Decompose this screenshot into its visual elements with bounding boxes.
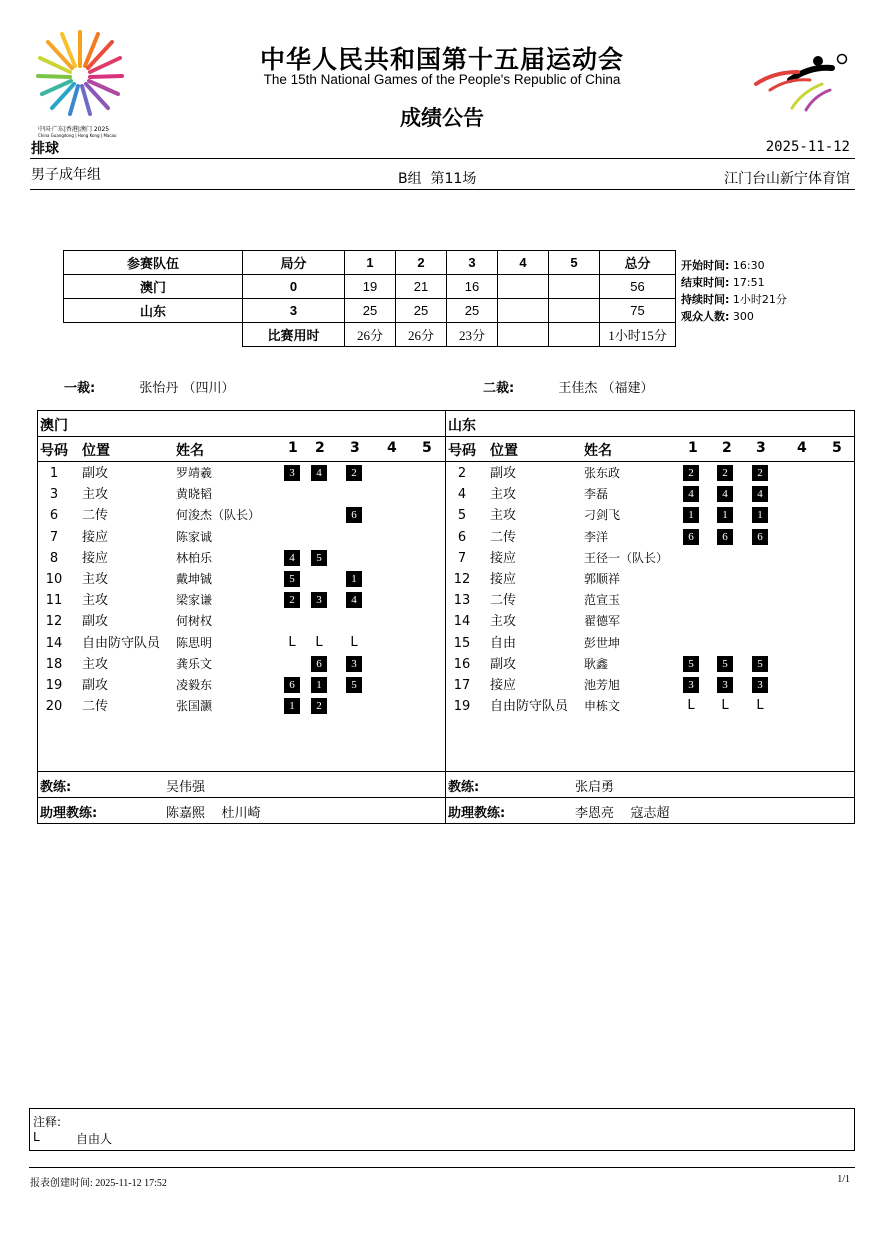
second-referee: 二裁: 王佳杰 （福建） bbox=[483, 381, 654, 396]
player-name: 王径一（队长） bbox=[584, 550, 669, 565]
col-name: 姓名 bbox=[584, 443, 612, 459]
score-header-s5: 5 bbox=[549, 251, 600, 275]
player-position: 主攻 bbox=[82, 487, 109, 503]
rotation-position-badge: 4 bbox=[346, 592, 362, 608]
col-pos: 位置 bbox=[82, 443, 110, 459]
set-lineup-position bbox=[752, 507, 768, 523]
logo-subtext: China Guangdong | Hong Kong | Macao bbox=[38, 133, 117, 138]
notes-meaning: 自由人 bbox=[76, 1132, 113, 1146]
col-s2: 2 bbox=[722, 440, 732, 456]
page-title: 中华人民共和国第十五届运动会 bbox=[259, 45, 624, 74]
player-position: 副攻 bbox=[82, 614, 109, 630]
set-lineup-position bbox=[752, 656, 768, 672]
libero-marker: L bbox=[288, 634, 296, 650]
rotation-position-badge: 4 bbox=[284, 550, 300, 566]
player-position: 接应 bbox=[490, 678, 517, 693]
player-row bbox=[0, 696, 884, 717]
player-row bbox=[0, 633, 884, 654]
score-sets: 3 bbox=[243, 299, 345, 323]
player-number: 10 bbox=[45, 572, 63, 587]
rotation-position-badge: 2 bbox=[752, 465, 768, 481]
venue-label: 江门台山新宁体育馆 bbox=[724, 171, 850, 187]
footer-divider bbox=[29, 1167, 855, 1168]
player-number: 14 bbox=[45, 635, 63, 651]
rotation-position-badge: 6 bbox=[752, 529, 768, 545]
score-set5 bbox=[549, 299, 600, 323]
roster-hline-1 bbox=[37, 436, 855, 437]
col-no: 号码 bbox=[40, 443, 68, 459]
col-pos: 位置 bbox=[490, 443, 518, 459]
col-s3: 3 bbox=[756, 440, 766, 456]
player-name: 耿鑫 bbox=[584, 656, 609, 671]
report-date: 2025-11-12 bbox=[765, 139, 850, 155]
player-name: 何树权 bbox=[176, 614, 213, 629]
player-number: 20 bbox=[45, 699, 63, 715]
set-lineup-position bbox=[683, 656, 699, 672]
player-name: 梁家谦 bbox=[176, 593, 213, 608]
player-row bbox=[0, 611, 884, 632]
report-created: 报表创建时间: 2025-11-12 17:52 bbox=[30, 1178, 167, 1189]
player-name: 张东政 bbox=[584, 466, 621, 480]
player-number: 5 bbox=[457, 508, 467, 524]
set-lineup-position bbox=[683, 677, 699, 693]
player-name: 刁剑飞 bbox=[584, 508, 621, 523]
player-position: 主攻 bbox=[82, 656, 109, 672]
set-lineup-position bbox=[752, 677, 768, 693]
player-number: 13 bbox=[453, 593, 471, 609]
set-lineup-libero bbox=[683, 698, 699, 714]
col-s5: 5 bbox=[422, 440, 432, 456]
set-lineup-position bbox=[717, 529, 733, 545]
roster-hline-3 bbox=[37, 771, 855, 772]
team-a-col-headers bbox=[0, 440, 884, 458]
rotation-position-badge: 6 bbox=[311, 656, 327, 672]
score-duration-row bbox=[64, 323, 676, 347]
set-lineup-position bbox=[717, 656, 733, 672]
col-s2: 2 bbox=[315, 440, 325, 456]
set-lineup-position bbox=[717, 507, 733, 523]
score-header-s3: 3 bbox=[447, 251, 498, 275]
libero-marker: L bbox=[315, 634, 323, 650]
set-lineup-position bbox=[717, 486, 733, 502]
rotation-position-badge: 5 bbox=[683, 656, 699, 672]
score-team: 山东 bbox=[64, 299, 243, 323]
header-divider-2 bbox=[30, 189, 855, 190]
player-position: 接应 bbox=[490, 550, 517, 566]
set-lineup-position bbox=[683, 507, 699, 523]
col-name: 姓名 bbox=[176, 443, 204, 459]
duration-set1: 26分 bbox=[345, 323, 396, 347]
player-row bbox=[0, 484, 884, 505]
player-number: 6 bbox=[457, 529, 467, 545]
rotation-position-badge: 2 bbox=[311, 698, 327, 714]
set-lineup-position bbox=[683, 486, 699, 502]
col-s1: 1 bbox=[688, 440, 698, 456]
score-table bbox=[63, 250, 676, 347]
rotation-position-badge: 3 bbox=[284, 465, 300, 481]
score-header-s1: 1 bbox=[345, 251, 396, 275]
rotation-position-badge: 3 bbox=[683, 677, 699, 693]
rotation-position-badge: 1 bbox=[752, 507, 768, 523]
player-name: 林柏乐 bbox=[176, 550, 213, 565]
rotation-position-badge: 1 bbox=[346, 571, 362, 587]
col-s5: 5 bbox=[832, 440, 842, 456]
player-name: 范宣玉 bbox=[584, 593, 621, 608]
score-set1: 25 bbox=[345, 299, 396, 323]
player-row bbox=[0, 675, 884, 696]
team-b-name: 山东 bbox=[448, 418, 476, 434]
player-name: 黄晓韬 bbox=[176, 487, 213, 502]
group-match-label: B组 第11场 bbox=[398, 171, 477, 187]
player-name: 彭世坤 bbox=[584, 635, 621, 650]
score-header-total: 总分 bbox=[600, 251, 676, 275]
player-number: 8 bbox=[49, 550, 59, 566]
player-position: 自由防守队员 bbox=[82, 635, 161, 651]
score-set3: 25 bbox=[447, 299, 498, 323]
score-row-shandong bbox=[64, 299, 676, 323]
first-referee: 一裁: 张怡丹 （四川） bbox=[64, 381, 235, 396]
player-row bbox=[0, 590, 884, 611]
player-row bbox=[0, 654, 884, 675]
rotation-position-badge: 4 bbox=[752, 486, 768, 502]
duration-total: 1小时15分 bbox=[600, 323, 676, 347]
rotation-position-badge: 2 bbox=[284, 592, 300, 608]
page-subtitle: The 15th National Games of the People's Republic of China bbox=[263, 72, 621, 87]
player-number: 14 bbox=[453, 614, 471, 630]
duration-time: 持续时间: 1小时21分 bbox=[681, 293, 787, 306]
category-label: 男子成年组 bbox=[31, 167, 101, 183]
rotation-position-badge: 3 bbox=[346, 656, 362, 672]
rotation-position-badge: 6 bbox=[717, 529, 733, 545]
set-lineup-position bbox=[717, 677, 733, 693]
player-position: 二传 bbox=[490, 593, 517, 609]
rotation-position-badge: 5 bbox=[284, 571, 300, 587]
player-position: 主攻 bbox=[490, 508, 517, 524]
set-lineup-position bbox=[717, 465, 733, 481]
rotation-position-badge: 2 bbox=[717, 465, 733, 481]
roster-hline-2 bbox=[37, 461, 855, 462]
set-lineup-libero bbox=[717, 698, 733, 714]
player-position: 接应 bbox=[82, 529, 109, 545]
header-divider-1 bbox=[30, 158, 855, 159]
player-number: 1 bbox=[49, 466, 59, 481]
score-set3: 16 bbox=[447, 275, 498, 299]
player-name: 申栋文 bbox=[584, 699, 621, 714]
rotation-position-badge: 1 bbox=[311, 677, 327, 693]
logo-text: 中国·广东|香港|澳门 2025 bbox=[38, 126, 110, 133]
team-a-coach: 教练: bbox=[40, 780, 72, 795]
page-number: 1/1 bbox=[837, 1174, 850, 1185]
col-s4: 4 bbox=[797, 440, 807, 456]
rotation-position-badge: 2 bbox=[683, 465, 699, 481]
score-header-team: 参赛队伍 bbox=[64, 251, 243, 275]
player-position: 副攻 bbox=[490, 656, 517, 672]
player-number: 16 bbox=[453, 656, 471, 672]
player-number: 12 bbox=[453, 572, 471, 587]
player-number: 4 bbox=[457, 487, 467, 503]
notes-box bbox=[29, 1108, 855, 1151]
score-set2: 21 bbox=[396, 275, 447, 299]
player-number: 19 bbox=[453, 699, 471, 715]
player-number: 2 bbox=[457, 466, 467, 481]
player-name: 何浚杰（队长） bbox=[176, 508, 261, 523]
rotation-position-badge: 1 bbox=[717, 507, 733, 523]
player-position: 二传 bbox=[82, 508, 109, 524]
player-position: 接应 bbox=[82, 550, 109, 566]
report-title: 成绩公告 bbox=[400, 106, 484, 130]
player-name: 戴坤铖 bbox=[176, 572, 213, 586]
player-number: 12 bbox=[45, 614, 63, 630]
rotation-position-badge: 5 bbox=[311, 550, 327, 566]
col-s4: 4 bbox=[387, 440, 397, 456]
player-row bbox=[0, 548, 884, 569]
sport-label: 排球 bbox=[31, 141, 59, 157]
rotation-position-badge: 3 bbox=[717, 677, 733, 693]
audience-count: 观众人数: 300 bbox=[681, 310, 754, 323]
duration-set3: 23分 bbox=[447, 323, 498, 347]
set-lineup-position bbox=[683, 465, 699, 481]
player-position: 二传 bbox=[82, 699, 109, 715]
rotation-position-badge: 5 bbox=[717, 656, 733, 672]
libero-marker: L bbox=[721, 698, 729, 714]
score-team: 澳门 bbox=[64, 275, 243, 299]
set-lineup-position bbox=[752, 486, 768, 502]
rotation-position-badge: 6 bbox=[284, 677, 300, 693]
player-number: 7 bbox=[457, 550, 467, 566]
player-name: 翟德军 bbox=[584, 614, 621, 629]
score-set4 bbox=[498, 275, 549, 299]
player-name: 张国灏 bbox=[176, 699, 213, 714]
player-position: 二传 bbox=[490, 529, 517, 545]
team-a-asst-names: 陈嘉熙 杜川崎 bbox=[166, 806, 261, 821]
team-b-asst: 助理教练: bbox=[448, 806, 506, 821]
player-name: 龚乐文 bbox=[176, 656, 213, 671]
player-name: 池芳旭 bbox=[584, 678, 621, 692]
duration-set5 bbox=[549, 323, 600, 347]
player-name: 李洋 bbox=[584, 529, 609, 544]
rotation-position-badge: 5 bbox=[346, 677, 362, 693]
score-total: 75 bbox=[600, 299, 676, 323]
player-name: 郭顺祥 bbox=[584, 572, 621, 586]
player-number: 7 bbox=[49, 529, 59, 545]
player-name: 陈家诚 bbox=[176, 529, 213, 544]
match-info bbox=[681, 257, 787, 325]
notes-label: 注释: bbox=[33, 1115, 62, 1129]
score-header-s2: 2 bbox=[396, 251, 447, 275]
player-name: 李磊 bbox=[584, 487, 609, 502]
rotation-position-badge: 6 bbox=[683, 529, 699, 545]
score-header-s4: 4 bbox=[498, 251, 549, 275]
player-position: 主攻 bbox=[82, 593, 109, 609]
rotation-position-badge: 3 bbox=[311, 592, 327, 608]
score-row-macau bbox=[64, 275, 676, 299]
notes-key: L bbox=[33, 1130, 40, 1144]
rotation-position-badge: 6 bbox=[346, 507, 362, 523]
set-lineup-position bbox=[752, 529, 768, 545]
player-position: 自由防守队员 bbox=[490, 699, 569, 715]
rotation-position-badge: 4 bbox=[311, 465, 327, 481]
player-number: 18 bbox=[45, 656, 63, 672]
player-position: 副攻 bbox=[82, 678, 109, 693]
col-no: 号码 bbox=[448, 443, 476, 459]
set-lineup-position bbox=[683, 529, 699, 545]
player-position: 主攻 bbox=[490, 487, 517, 503]
rotation-position-badge: 1 bbox=[284, 698, 300, 714]
rotation-position-badge: 2 bbox=[346, 465, 362, 481]
col-s1: 1 bbox=[288, 440, 298, 456]
player-position: 接应 bbox=[490, 572, 517, 587]
rotation-position-badge: 4 bbox=[683, 486, 699, 502]
player-row bbox=[0, 505, 884, 526]
player-name: 凌毅东 bbox=[176, 678, 213, 692]
player-position: 自由 bbox=[490, 635, 517, 651]
player-row bbox=[0, 463, 884, 484]
score-set5 bbox=[549, 275, 600, 299]
rotation-position-badge: 3 bbox=[752, 677, 768, 693]
libero-marker: L bbox=[687, 698, 695, 714]
player-position: 副攻 bbox=[490, 466, 517, 481]
team-b-coach: 教练: bbox=[448, 780, 480, 795]
player-number: 11 bbox=[45, 593, 63, 609]
set-lineup-position bbox=[752, 465, 768, 481]
duration-label: 比赛用时 bbox=[243, 323, 345, 347]
score-set2: 25 bbox=[396, 299, 447, 323]
player-name: 陈思明 bbox=[176, 635, 213, 650]
end-time: 结束时间: 17:51 bbox=[681, 276, 765, 289]
player-number: 3 bbox=[49, 487, 59, 503]
player-position: 主攻 bbox=[82, 572, 109, 587]
score-set4 bbox=[498, 299, 549, 323]
team-b-asst-names: 李恩亮 寇志超 bbox=[575, 806, 670, 821]
score-header-row bbox=[64, 251, 676, 275]
score-total: 56 bbox=[600, 275, 676, 299]
libero-marker: L bbox=[350, 634, 358, 650]
team-a-name: 澳门 bbox=[40, 418, 68, 434]
set-lineup-libero bbox=[752, 698, 768, 714]
col-s3: 3 bbox=[350, 440, 360, 456]
player-number: 6 bbox=[49, 508, 59, 524]
roster-hline-4 bbox=[37, 797, 855, 798]
rotation-position-badge: 4 bbox=[717, 486, 733, 502]
score-set1: 19 bbox=[345, 275, 396, 299]
score-header-sets: 局分 bbox=[243, 251, 345, 275]
player-position: 主攻 bbox=[490, 614, 517, 630]
team-a-asst: 助理教练: bbox=[40, 806, 98, 821]
team-b-coach-name: 张启勇 bbox=[575, 780, 615, 795]
team-a-coach-name: 吴伟强 bbox=[166, 780, 206, 795]
player-number: 15 bbox=[453, 635, 471, 651]
duration-set2: 26分 bbox=[396, 323, 447, 347]
score-empty-cell bbox=[64, 323, 243, 347]
duration-set4 bbox=[498, 323, 549, 347]
player-number: 17 bbox=[453, 678, 471, 693]
player-name: 罗靖羲 bbox=[176, 466, 213, 480]
player-position: 副攻 bbox=[82, 466, 109, 481]
player-row bbox=[0, 527, 884, 548]
player-number: 19 bbox=[45, 678, 63, 693]
start-time: 开始时间: 16:30 bbox=[681, 259, 765, 272]
rotation-position-badge: 1 bbox=[683, 507, 699, 523]
rotation-position-badge: 5 bbox=[752, 656, 768, 672]
score-sets: 0 bbox=[243, 275, 345, 299]
player-row bbox=[0, 569, 884, 590]
libero-marker: L bbox=[756, 698, 764, 714]
